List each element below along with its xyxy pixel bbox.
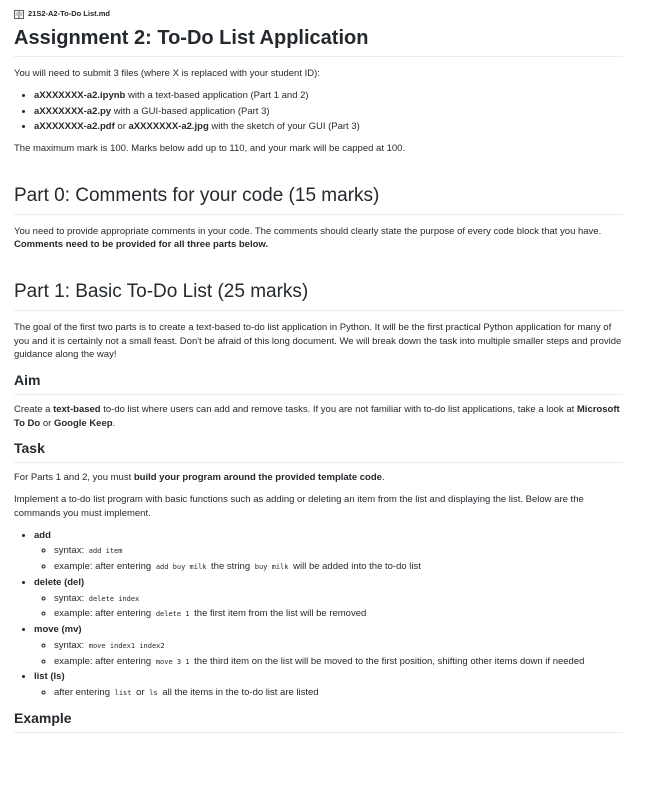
task-pre: For Parts 1 and 2, you must (14, 472, 134, 484)
syntax-label: syntax: (54, 592, 87, 604)
file-name-pdf: aXXXXXXX-a2.pdf (34, 121, 115, 133)
aim-heading: Aim (14, 372, 623, 395)
example-text: the first item from the list will be removed (191, 608, 367, 620)
command-name: add (34, 529, 51, 541)
or-text: or (133, 687, 148, 699)
task-heading: Task (14, 440, 623, 463)
command-delete (34, 576, 623, 621)
file-description: with the sketch of your GUI (Part 3) (208, 121, 360, 133)
book-icon (14, 10, 24, 19)
command-details (34, 592, 623, 622)
command-move (34, 623, 623, 668)
example-text: the string (208, 561, 253, 573)
part1-heading: Part 1: Basic To-Do List (25 marks) (14, 280, 623, 311)
code-snippet: add buy milk (155, 563, 207, 572)
code-snippet: buy milk (254, 563, 289, 572)
app-name-google-keep: Google Keep (53, 417, 113, 429)
syntax-label: syntax: (54, 639, 87, 651)
list-item (54, 607, 623, 621)
code-snippet: list (114, 689, 132, 698)
file-name-jpg: aXXXXXXX-a2.jpg (128, 121, 209, 133)
command-list (34, 670, 623, 700)
code-snippet: move 3 1 (155, 657, 190, 666)
command-name: move (mv) (34, 624, 82, 636)
command-name: list (ls) (34, 671, 65, 683)
part0-body: You need to provide appropriate comments in your code. The comments should clearly state the purpose of every code block that you have. (14, 225, 602, 237)
task-intro (14, 471, 623, 485)
example-text: all the items in the to-do list are listed (159, 687, 319, 699)
file-name-ipynb: aXXXXXXX-a2.ipynb (34, 89, 126, 101)
file-header (14, 8, 623, 20)
example-text: example: after entering (54, 655, 154, 667)
command-add (34, 529, 623, 574)
period: . (381, 472, 385, 484)
code-snippet: move index1 index2 (88, 641, 165, 650)
command-name: delete (del) (34, 576, 85, 588)
list-item (54, 655, 623, 669)
list-item (54, 592, 623, 606)
example-text: will be added into the to-do list (290, 561, 421, 573)
file-description: with a GUI-based application (Part 3) (111, 105, 270, 117)
task-description: Implement a to-do list program with basic functions such as adding or deleting an item from the list and displaying the list. Below are the commands you must implement. (14, 494, 584, 519)
list-item (54, 560, 623, 574)
part1-text: The goal of the first two parts is to create a text-based to-do list application in Python. It will be the first practical Python application for many of you and it is certainly not a small feast. Don't be afraid of this long document. We will break down the task into multiple smaller steps and provide guidance along the way! (14, 321, 622, 361)
list-item (54, 639, 623, 653)
commands-list (14, 529, 623, 700)
example-text: example: after entering (54, 608, 154, 620)
code-snippet: ls (149, 689, 158, 698)
code-snippet: delete index (88, 594, 140, 603)
aim-pre: Create a (14, 403, 54, 415)
example-text: the third item on the list will be moved to the first position, shifting other items down if needed (191, 655, 585, 667)
part0-heading: Part 0: Comments for your code (15 marks) (14, 184, 623, 215)
or-text: or (114, 121, 129, 133)
file-name-py: aXXXXXXX-a2.py (34, 105, 112, 117)
example-heading: Example (14, 710, 623, 733)
command-details (34, 544, 623, 574)
example-text: example: after entering (54, 561, 154, 573)
code-snippet: delete 1 (155, 610, 190, 619)
command-details (34, 686, 623, 700)
part0-emphasis: Comments need to be provided for all three parts below. (14, 239, 269, 251)
part0-text (14, 225, 623, 253)
example-text: after entering (54, 687, 113, 699)
page-title: Assignment 2: To-Do List Application (14, 26, 623, 57)
app-name-microsoft-todo: Microsoft To Do (14, 403, 620, 429)
syntax-label: syntax: (54, 545, 87, 557)
aim-emphasis: text-based (53, 403, 101, 415)
list-item (34, 89, 623, 103)
file-description: with a text-based application (Part 1 and 2) (125, 89, 309, 101)
or-text: or (40, 417, 54, 429)
list-item (54, 686, 623, 700)
max-mark-text: The maximum mark is 100. Marks below add up to 110, and your mark will be capped at 100. (14, 143, 406, 155)
intro-text: You will need to submit 3 files (where X is replaced with your student ID): (14, 68, 320, 79)
list-item (54, 544, 623, 558)
command-details (34, 639, 623, 669)
period: . (112, 417, 116, 429)
list-item (34, 105, 623, 119)
task-emphasis: build your program around the provided template code (133, 472, 382, 484)
aim-mid: to-do list where users can add and remove tasks. If you are not familiar with to-do list applications, take a look at (100, 403, 577, 415)
submission-files-list (14, 89, 623, 134)
code-snippet: add item (88, 547, 123, 556)
list-item (34, 120, 623, 134)
aim-text (14, 403, 623, 431)
file-name: 21S2-A2-To-Do List.md (28, 8, 110, 18)
